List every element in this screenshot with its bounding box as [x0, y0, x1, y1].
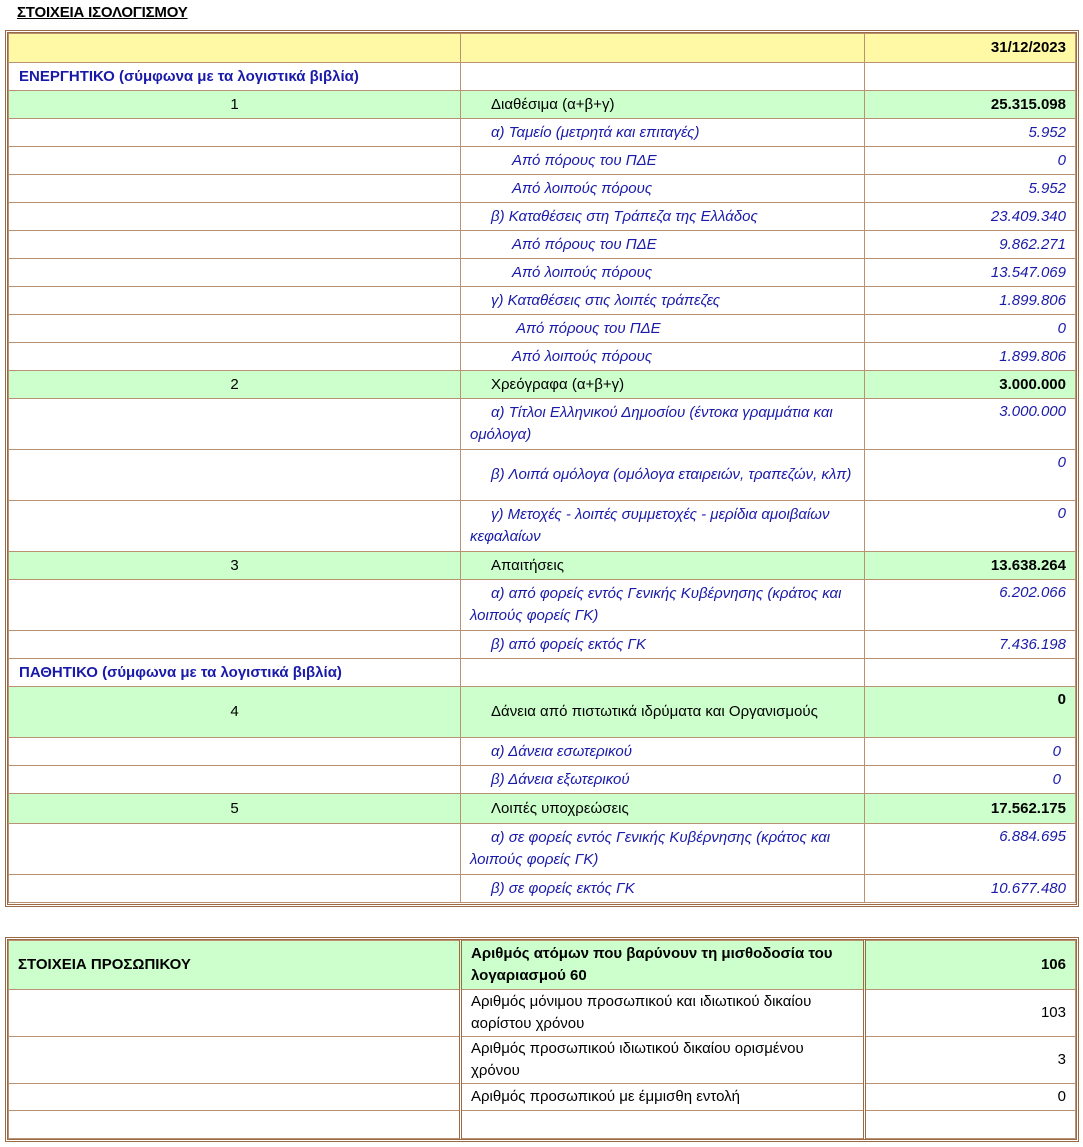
table-row	[9, 371, 1076, 399]
header-cell-empty	[9, 34, 461, 63]
row-value: 6.884.695	[865, 824, 1076, 875]
assets-heading-row	[9, 63, 1076, 91]
row-label: α) σε φορείς εντός Γενικής Κυβέρνησης (κράτος και λοιπούς φορείς ΓΚ)	[461, 824, 865, 875]
staff-heading: ΣΤΟΙΧΕΙΑ ΠΡΟΣΩΠΙΚΟΥ	[9, 941, 461, 990]
row-value: 3.000.000	[865, 399, 1076, 450]
row-number	[9, 343, 461, 371]
row-value: 25.315.098	[865, 91, 1076, 119]
row-label: α) Ταμείο (μετρητά και επιταγές)	[461, 119, 865, 147]
row-number	[9, 175, 461, 203]
row-number: 4	[9, 687, 461, 738]
row-label: β) Δάνεια εξωτερικού	[461, 766, 865, 794]
staff-header-row	[9, 941, 1076, 990]
row-value: 1.899.806	[865, 287, 1076, 315]
staff-label	[461, 1111, 865, 1139]
row-value: 7.436.198	[865, 631, 1076, 659]
row-label: Απαιτήσεις	[461, 552, 865, 580]
table-row	[9, 450, 1076, 501]
row-number: 2	[9, 371, 461, 399]
table-row	[9, 501, 1076, 552]
table-row	[9, 315, 1076, 343]
row-value: 13.638.264	[865, 552, 1076, 580]
row-label: Χρεόγραφα (α+β+γ)	[461, 371, 865, 399]
row-label: Από πόρους του ΠΔΕ	[461, 147, 865, 175]
row-number	[9, 203, 461, 231]
table-row	[9, 175, 1076, 203]
row-label: α) από φορείς εντός Γενικής Κυβέρνησης (κράτος και λοιπούς φορείς ΓΚ)	[461, 580, 865, 631]
empty-cell	[461, 659, 865, 687]
row-number	[9, 259, 461, 287]
page-title: ΣΤΟΙΧΕΙΑ ΙΣΟΛΟΓΙΣΜΟΥ	[17, 4, 188, 21]
table-row	[9, 147, 1076, 175]
row-value: 10.677.480	[865, 875, 1076, 903]
row-label: Από πόρους του ΠΔΕ	[461, 231, 865, 259]
row-value: 5.952	[865, 175, 1076, 203]
row-label: Από πόρους του ΠΔΕ	[461, 315, 865, 343]
row-label: β) σε φορείς εκτός ΓΚ	[461, 875, 865, 903]
row-label: β) Καταθέσεις στη Τράπεζα της Ελλάδος	[461, 203, 865, 231]
row-value: 13.547.069	[865, 259, 1076, 287]
row-number: 1	[9, 91, 461, 119]
row-label: γ) Καταθέσεις στις λοιπές τράπεζες	[461, 287, 865, 315]
table-row	[9, 766, 1076, 794]
row-number: 3	[9, 552, 461, 580]
staff-row	[9, 990, 1076, 1037]
staff-label: Αριθμός προσωπικού με έμμισθη εντολή	[461, 1084, 865, 1111]
staff-row	[9, 1111, 1076, 1139]
row-number	[9, 287, 461, 315]
row-value: 5.952	[865, 119, 1076, 147]
empty-cell	[9, 1111, 461, 1139]
table-row	[9, 875, 1076, 903]
row-value: 3.000.000	[865, 371, 1076, 399]
row-number	[9, 766, 461, 794]
table-row	[9, 552, 1076, 580]
empty-cell	[461, 63, 865, 91]
staff-value: 3	[865, 1037, 1076, 1084]
row-number	[9, 824, 461, 875]
row-value: 0	[865, 315, 1076, 343]
staff-value: 0	[865, 1084, 1076, 1111]
staff-row	[9, 1037, 1076, 1084]
row-label: Διαθέσιμα (α+β+γ)	[461, 91, 865, 119]
table-row	[9, 824, 1076, 875]
row-number	[9, 147, 461, 175]
balance-sheet-table	[8, 33, 1076, 903]
row-label: Από λοιπούς πόρους	[461, 175, 865, 203]
table-row	[9, 287, 1076, 315]
table-row	[9, 687, 1076, 738]
header-cell-empty	[461, 34, 865, 63]
staff-value: 103	[865, 990, 1076, 1037]
row-number: 5	[9, 794, 461, 824]
table-row	[9, 580, 1076, 631]
row-number	[9, 399, 461, 450]
balance-sheet-frame	[5, 30, 1079, 907]
row-label: Από λοιπούς πόρους	[461, 343, 865, 371]
table-row	[9, 119, 1076, 147]
row-label: Λοιπές υποχρεώσεις	[461, 794, 865, 824]
row-value: 0	[865, 501, 1076, 552]
table-row	[9, 738, 1076, 766]
staff-label: Αριθμός ατόμων που βαρύνουν τη μισθοδοσία του λογαριασμού 60	[461, 941, 865, 990]
row-value: 0	[865, 687, 1076, 738]
staff-label: Αριθμός προσωπικού ιδιωτικού δικαίου ορισμένου χρόνου	[461, 1037, 865, 1084]
table-row	[9, 259, 1076, 287]
row-number	[9, 315, 461, 343]
row-number	[9, 580, 461, 631]
row-number	[9, 231, 461, 259]
empty-cell	[865, 63, 1076, 91]
table-row	[9, 203, 1076, 231]
table-row	[9, 91, 1076, 119]
row-value: 1.899.806	[865, 343, 1076, 371]
empty-cell	[9, 1084, 461, 1111]
row-number	[9, 875, 461, 903]
row-label: β) Λοιπά ομόλογα (ομόλογα εταιρειών, τραπεζών, κλπ)	[461, 450, 865, 501]
row-label: γ) Μετοχές - λοιπές συμμετοχές - μερίδια αμοιβαίων κεφαλαίων	[461, 501, 865, 552]
row-value: 0	[865, 450, 1076, 501]
staff-value: 106	[865, 941, 1076, 990]
row-value: 0	[865, 738, 1076, 766]
row-label: α) Δάνεια εσωτερικού	[461, 738, 865, 766]
table-row	[9, 231, 1076, 259]
row-number	[9, 631, 461, 659]
staff-row	[9, 1084, 1076, 1111]
table-row	[9, 399, 1076, 450]
header-row	[9, 34, 1076, 63]
staff-table	[8, 940, 1076, 1139]
liabilities-heading-row	[9, 659, 1076, 687]
staff-label: Αριθμός μόνιμου προσωπικού και ιδιωτικού δικαίου αορίστου χρόνου	[461, 990, 865, 1037]
row-label: β) από φορείς εκτός ΓΚ	[461, 631, 865, 659]
row-number	[9, 450, 461, 501]
date-header: 31/12/2023	[865, 34, 1076, 63]
row-number	[9, 119, 461, 147]
row-label: α) Τίτλοι Ελληνικού Δημοσίου (έντοκα γραμμάτια και ομόλογα)	[461, 399, 865, 450]
staff-frame	[5, 937, 1079, 1142]
row-number	[9, 501, 461, 552]
assets-heading: ΕΝΕΡΓΗΤΙΚΟ (σύμφωνα με τα λογιστικά βιβλία)	[9, 63, 461, 91]
row-value: 17.562.175	[865, 794, 1076, 824]
row-value: 6.202.066	[865, 580, 1076, 631]
table-row	[9, 631, 1076, 659]
row-value: 23.409.340	[865, 203, 1076, 231]
row-label: Από λοιπούς πόρους	[461, 259, 865, 287]
row-label: Δάνεια από πιστωτικά ιδρύματα και Οργανισμούς	[461, 687, 865, 738]
row-value: 9.862.271	[865, 231, 1076, 259]
liabilities-heading: ΠΑΘΗΤΙΚΟ (σύμφωνα με τα λογιστικά βιβλία)	[9, 659, 461, 687]
staff-value	[865, 1111, 1076, 1139]
row-number	[9, 738, 461, 766]
table-row	[9, 794, 1076, 824]
empty-cell	[865, 659, 1076, 687]
row-value: 0	[865, 766, 1076, 794]
row-value: 0	[865, 147, 1076, 175]
empty-cell	[9, 1037, 461, 1084]
empty-cell	[9, 990, 461, 1037]
table-row	[9, 343, 1076, 371]
